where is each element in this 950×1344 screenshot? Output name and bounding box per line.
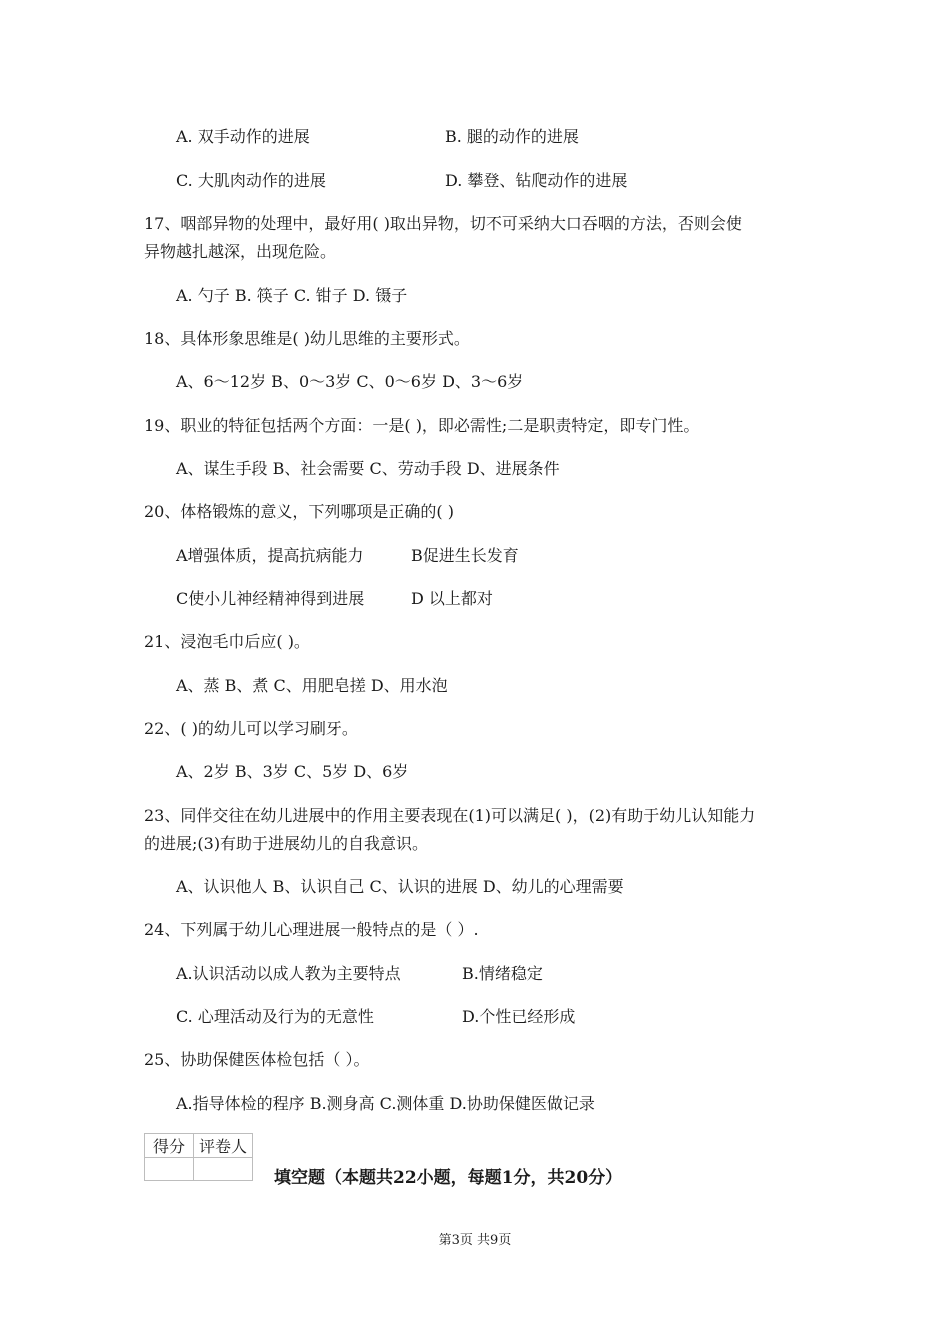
q24-option-c: C. 心理活动及行为的无意性 bbox=[176, 1007, 374, 1026]
q24-option-b: B.情绪稳定 bbox=[462, 964, 543, 983]
q23-stem-line1: 23、同伴交往在幼儿进展中的作用主要表现在(1)可以满足( )，(2)有助于幼儿认知能力 bbox=[144, 806, 756, 825]
q16-option-b: B. 腿的动作的进展 bbox=[445, 127, 579, 146]
q22-options: A、2岁 B、3岁 C、5岁 D、6岁 bbox=[176, 762, 409, 781]
q19-options: A、谋生手段 B、社会需要 C、劳动手段 D、进展条件 bbox=[176, 459, 560, 478]
q25-options: A.指导体检的程序 B.测身高 C.测体重 D.协助保健医做记录 bbox=[176, 1094, 595, 1113]
q20-option-d: D 以上都对 bbox=[411, 589, 493, 608]
q20-option-c: C使小儿神经精神得到进展 bbox=[176, 589, 365, 608]
q25-stem: 25、协助保健医体检包括（ ）。 bbox=[144, 1050, 370, 1069]
q18-stem: 18、具体形象思维是( )幼儿思维的主要形式。 bbox=[144, 329, 470, 348]
q24-stem: 24、下列属于幼儿心理进展一般特点的是（ ）. bbox=[144, 920, 479, 939]
q19-stem: 19、职业的特征包括两个方面：一是( )，即必需性;二是职责特定，即专门性。 bbox=[144, 416, 700, 435]
q21-options: A、蒸 B、煮 C、用肥皂搓 D、用水泡 bbox=[176, 676, 448, 695]
score-cell bbox=[145, 1158, 194, 1181]
q24-option-a: A.认识活动以成人教为主要特点 bbox=[176, 964, 401, 983]
q16-option-d: D. 攀登、钻爬动作的进展 bbox=[445, 171, 628, 190]
q20-stem: 20、体格锻炼的意义，下列哪项是正确的( ) bbox=[144, 502, 454, 521]
q17-stem-line1: 17、咽部异物的处理中，最好用( )取出异物，切不可采纳大口吞咽的方法，否则会使 bbox=[144, 214, 742, 233]
q16-option-c: C. 大肌肉动作的进展 bbox=[176, 171, 326, 190]
q22-stem: 22、( )的幼儿可以学习刷牙。 bbox=[144, 719, 358, 738]
q20-option-b: B促进生长发育 bbox=[411, 546, 519, 565]
q23-options: A、认识他人 B、认识自己 C、认识的进展 D、幼儿的心理需要 bbox=[176, 877, 624, 896]
grader-header: 评卷人 bbox=[194, 1134, 253, 1158]
score-table bbox=[144, 1133, 253, 1181]
q17-options: A. 勺子 B. 筷子 C. 钳子 D. 镊子 bbox=[176, 286, 408, 305]
q24-option-d: D.个性已经形成 bbox=[462, 1007, 576, 1026]
section-title: 填空题（本题共22小题，每题1分，共20分） bbox=[274, 1168, 623, 1188]
score-header: 得分 bbox=[145, 1134, 194, 1158]
page-footer: 第3页 共9页 bbox=[438, 1233, 512, 1248]
q20-option-a: A增强体质，提高抗病能力 bbox=[176, 546, 364, 565]
q21-stem: 21、浸泡毛巾后应( )。 bbox=[144, 632, 310, 651]
q17-stem-line2: 异物越扎越深，出现危险。 bbox=[144, 242, 337, 261]
q16-option-a: A. 双手动作的进展 bbox=[176, 127, 310, 146]
q18-options: A、6～12岁 B、0～3岁 C、0～6岁 D、3～6岁 bbox=[176, 372, 524, 391]
q23-stem-line2: 的进展;(3)有助于进展幼儿的自我意识。 bbox=[144, 834, 429, 853]
grader-cell bbox=[194, 1158, 253, 1181]
